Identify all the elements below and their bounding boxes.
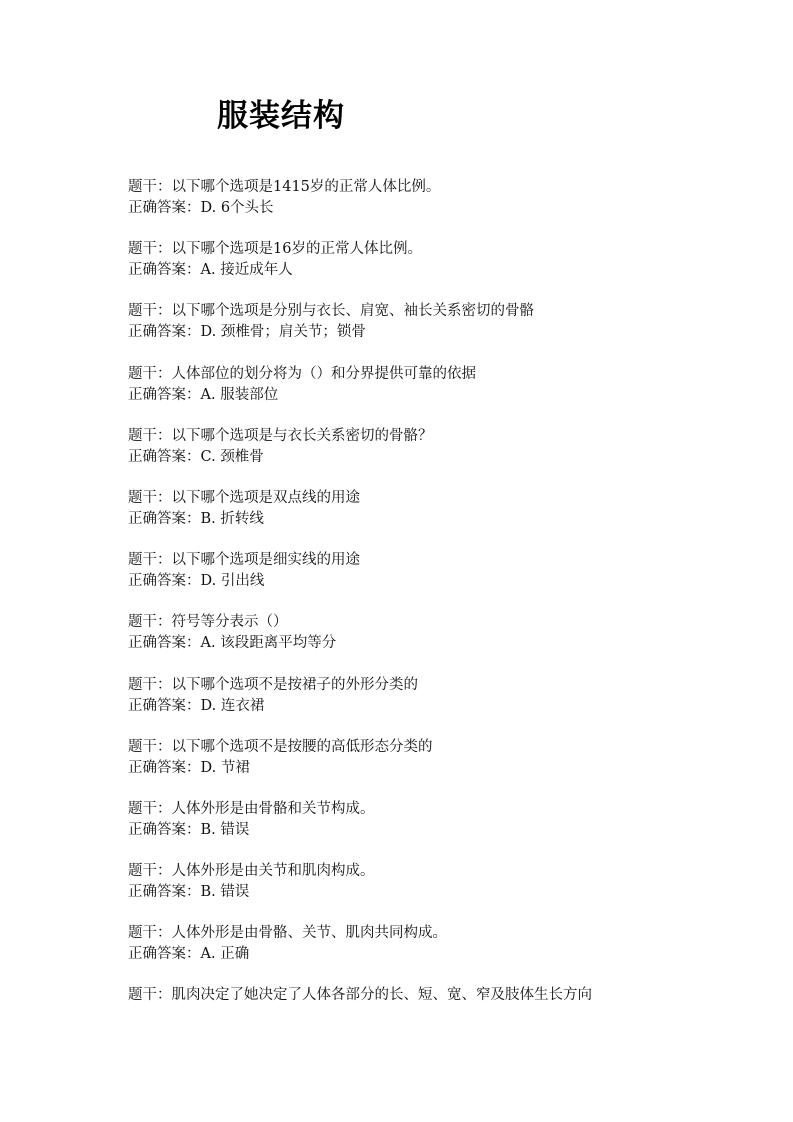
- answer-text: 正确答案：D. 6个头长: [128, 200, 274, 216]
- answer-text: 正确答案：A. 接近成年人: [128, 262, 293, 279]
- question-list: [128, 177, 768, 1048]
- question-text: 题干：以下哪个选项是细实线的用途: [128, 552, 360, 569]
- question-item: [128, 426, 768, 488]
- answer-text: 正确答案：D. 颈椎骨；肩关节；锁骨: [128, 324, 366, 341]
- question-item: [128, 550, 768, 612]
- question-text: 题干：以下哪个选项是双点线的用途: [128, 489, 360, 506]
- question-item: [128, 861, 768, 923]
- question-text: 题干：符号等分表示（）: [128, 614, 288, 631]
- answer-text: 正确答案：C. 颈椎骨: [128, 448, 264, 465]
- answer-text: 正确答案：D. 节裙: [128, 759, 250, 776]
- document-title: 服装结构: [217, 98, 345, 134]
- answer-text: 正确答案：D. 连衣裙: [128, 697, 265, 714]
- question-item: [128, 612, 768, 674]
- question-text: 题干：以下哪个选项不是按裙子的外形分类的: [128, 676, 418, 693]
- question-text: 题干：人体部位的划分将为（）和分界提供可靠的依据: [128, 365, 476, 382]
- answer-text: 正确答案：A. 正确: [128, 946, 250, 963]
- question-item: [128, 301, 768, 363]
- question-text: 题干：人体外形是由关节和肌肉构成。: [128, 863, 375, 880]
- answer-text: 正确答案：A. 该段距离平均等分: [128, 635, 337, 652]
- question-text: 题干：人体外形是由骨骼和关节构成。: [128, 800, 375, 817]
- question-text: 题干：以下哪个选项是1415岁的正常人体比例。: [128, 179, 441, 195]
- question-text: 题干：肌肉决定了她决定了人体各部分的长、短、宽、窄及肢体生长方向: [128, 987, 592, 1004]
- question-item: [128, 364, 768, 426]
- answer-text: 正确答案：B. 折转线: [128, 510, 264, 527]
- question-item: [128, 923, 768, 985]
- question-item: [128, 675, 768, 737]
- question-item: [128, 239, 768, 301]
- question-item: [128, 177, 768, 239]
- answer-text: 正确答案：B. 错误: [128, 821, 250, 838]
- answer-text: 正确答案：D. 引出线: [128, 573, 265, 590]
- question-text: 题干：以下哪个选项是16岁的正常人体比例。: [128, 241, 422, 258]
- answer-text: 正确答案：A. 服装部位: [128, 386, 279, 403]
- question-item: [128, 985, 768, 1047]
- question-text: 题干：以下哪个选项是分别与衣长、肩宽、袖长关系密切的骨骼: [128, 303, 534, 320]
- question-text: 题干：以下哪个选项不是按腰的高低形态分类的: [128, 738, 433, 755]
- question-item: [128, 488, 768, 550]
- question-text: 题干：以下哪个选项是与衣长关系密切的骨骼？: [128, 427, 433, 444]
- answer-text: 正确答案：B. 错误: [128, 884, 250, 901]
- question-item: [128, 737, 768, 799]
- question-item: [128, 799, 768, 861]
- question-text: 题干：人体外形是由骨骼、关节、肌肉共同构成。: [128, 925, 447, 942]
